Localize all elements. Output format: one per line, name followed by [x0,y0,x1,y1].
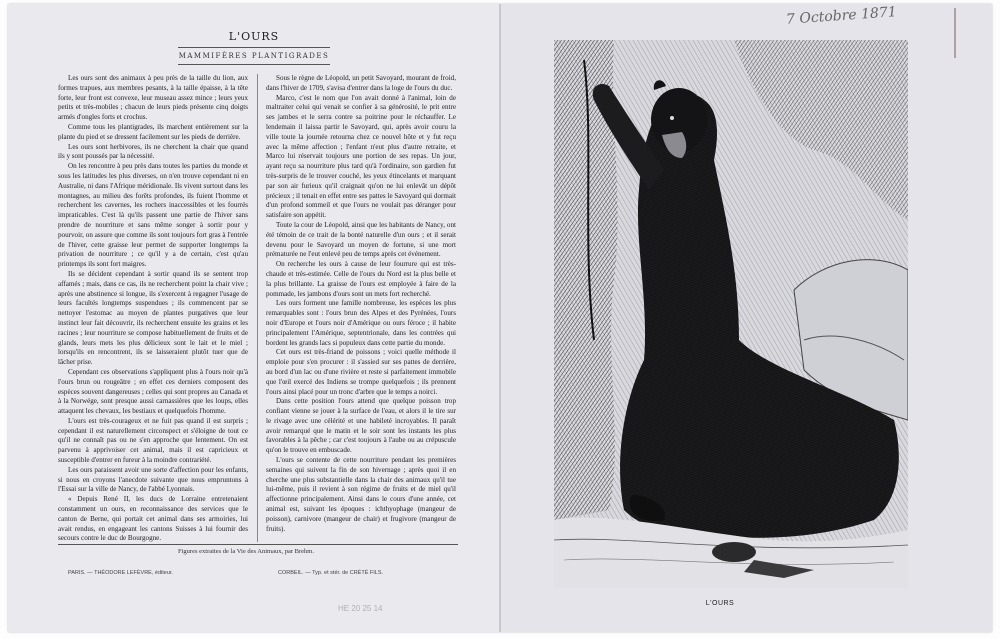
paragraph: On recherche les ours à cause de leur fourrure qui est très-chaude et très-estimée. Celle de l'ours du Nord est la plus belle et la plus brillante. La graisse de l'ours est employée à faire de la pommade, les jambons d'ours sont un mets fort recherché. [266,260,456,298]
text-column-2 [266,74,456,542]
paragraph: Les ours forment une famille nombreuse, les espèces les plus remarquables sont : l'ours brun des Alpes et des Pyrénées, l'ours noir d'Europe et l'ours noir d'Amérique ou ours féroce ; il habite principalement l'Amérique, septentrionale, dans les contrées qui bordent les grands lacs si populeux dans cette partie du monde. [266,299,456,347]
margin-mark [954,8,956,58]
title-rule [178,47,330,48]
paragraph: Dans cette position l'ours attend que quelque poisson trop confiant vienne se jouer à la surface de l'eau, et alors il le tire sur le rivage avec une célérité et une habileté incroyables. Il paraît avoir remarqué que le matin et le soir sont les instants les plus favorables à la pêche ; car c'est toujours à l'aube ou au crépuscule qu'on le trouve en embuscade. [266,397,456,455]
document-sheet [8,4,992,632]
paragraph: L'ours est très-courageux et ne fuit pas quand il est surpris ; cependant il est naturellement circonspect et s'éloigne de tout ce qu'il ne connaît pas ou ne s'en approche que lentement. On est parvenu à apprivoiser cet animal, mais il est capricieux et susceptible d'entrer en fureur à la moindre contrariété. [58,416,248,465]
left-page [8,4,500,632]
figures-caption: Figures extraites de la Vie des Animaux, par Brehm. [178,548,314,555]
publisher-corbeil: CORBEIL. — Typ. et stér. de CRÉTÉ FILS. [278,570,384,576]
paragraph: On les rencontre à peu près dans toutes les parties du monde et sous les latitudes les plus diverses, on n'en trouve cependant ni en Australie, ni dans l'Afrique méridionale. Ils vivent surtout dans les montagnes, au milieu des forêts profondes, ils fuient l'homme et recherchent les cavernes, les rochers inaccessibles et les fourrés impraticables. C'est là qu'ils passent une partie de l'hiver sans prendre de nourriture et sans même songer à sortir pour y pourvoir, on assure que comme ils sont toujours fort gras à l'entrée de l'hiver, cette graisse leur permet de supporter longtemps la privation de nourriture ; ce qu'il y a de certain, c'est qu'au printemps ils sont fort maigres. [58,162,248,269]
paragraph: Les ours paraissent avoir une sorte d'affection pour les enfants, si nous en croyons l'anecdote suivante que nous empruntons à l'Essai sur la ville de Nancy, de l'abbé Lyonnais. [58,465,248,494]
publisher-paris: PARIS. — THÉODORE LEFÈVRE, éditeur. [68,570,173,576]
paragraph: Sous le règne de Léopold, un petit Savoyard, mourant de froid, dans l'hiver de 1709, s'avisa d'entrer dans la loge de l'ours du duc. [266,74,456,92]
pencil-inventory-mark: HE 20 25 14 [338,604,383,613]
paragraph: Cet ours est très-friand de poissons ; voici quelle méthode il emploie pour s'en procurer : il s'assied sur ses pattes de derrière, au bord d'un lac ou d'une rivière et reste si parfaitement immobile que l'œil exercé des Indiens se trompe quelquefois ; ils prennent l'ours ainsi placé pour un tronc d'arbre que le temps a noirci. [266,348,456,396]
paragraph: Cependant ces observations s'appliquent plus à l'ours noir qu'à l'ours brun ou rougeâtre ; en effet ces derniers composent des espèces souvent dangereuses ; celles qui sont propres au Canada et à la Norwége, sont presque aussi carnassières que les loups, elles attaquent les chevaux, les bestiaux et quelquefois l'homme. [58,367,248,416]
page-subtitle: MAMMIFÈRES PLANTIGRADES [178,52,330,60]
subtitle-rule [178,64,330,65]
column-divider [257,74,258,542]
paragraph: Toute la cour de Léopold, ainsi que les habitants de Nancy, ont été témoin de ce trait de la bonté naturelle d'un ours ; et il serait devenu pour le Savoyard un moyen de fortune, si une mort prématurée ne l'eut enlevé peu de temps après cet événement. [266,220,456,259]
plate-caption: L'OURS [705,600,735,607]
bear-engraving-illustration [554,40,908,588]
text-column-1 [58,74,248,542]
paragraph: « Depuis René II, les ducs de Lorraine entretenaient constamment un ours, en reconnaissance des services que le canton de Berne, qui portait cet animal dans ses armoiries, lui avait rendus, en engageant les cantons Suisses à lui fournir des secours contre le duc de Bourgogne. [58,495,248,542]
paragraph: Ils se décident cependant à sortir quand ils se sentent trop affamés ; mais, dans ce cas, ils ne recherchent point la chair vive ; après une abstinence si longue, ils s'exercent à regagner l'usage de leurs facultés longtemps suspendues ; ils commencent par se nettoyer l'estomac au moyen de plantes purgatives que leur instinct leur fait découvrir, ils recherchent ensuite les grains et les racines ; leur nourriture se compose habituellement de fruits et de glands, leurs mets les plus délicieux sont le lait et le miel ; lorsqu'ils en rencontrent, ils se laisseraient plutôt tuer que de lâcher prise. [58,269,248,367]
paragraph: Marco, c'est le nom que l'on avait donné à l'animal, loin de maltraiter celui qui venait se confier à sa générosité, le prit entre ses jambes et le serra contre sa poitrine pour le réchauffer. Le lendemain il laissa partir le Savoyard, qui, après avoir couru la ville toute la journée retourna chez ce nouvel hôte et y fut reçu avec la même affection ; l'enfant n'eut plus d'autre retraite, et Marco lui réservait toujours une portion de ses repas. Un jour, ayant reçu sa nourriture plus tard qu'à l'ordinaire, son gardien fut très-surpris de le trouver couché, les yeux étincelants et marquant par son air furieux qu'il craignait qu'on ne lui enlevât un dépôt précieux ; il tenait en effet entre ses pattes le Savoyard qui dormait d'un profond sommeil et que l'ours ne voulait pas déranger pour satisfaire son appétit. [266,93,456,220]
paragraph: Comme tous les plantigrades, ils marchent entièrement sur la plante du pied et se dressent facilement sur les pieds de derrière. [58,122,248,141]
paragraph: Les ours sont herbivores, ils ne cherchent la chair que quand ils y sont poussés par la nécessité. [58,142,248,161]
paragraph: L'ours se contente de cette nourriture pendant les premières semaines qui suivent la fin de son hivernage ; après quoi il en cherche une plus substantielle dans la chair des animaux qu'il tue lui-même, puis il revient à son régime de fruits et de miel qu'il affectionne principalement. Ainsi dans le cours d'une année, cet animal est, suivant les époques : ichthyophage (mangeur de poisson), carnivore (mangeur de chair) et frugivore (mangeur de fruits). [266,456,456,533]
page-title: L'OURS [228,30,280,43]
bottom-rule [58,544,458,545]
bear-eye [670,116,674,120]
handwritten-date: 7 Octobre 1871 [785,4,898,28]
ground-rock [712,542,756,562]
paragraph: Les ours sont des animaux à peu près de la taille du lion, aux formes trapues, aux membres pesants, à la taille épaisse, à la tête forte, leur front est convexe, leur museau assez mince ; leurs yeux petits et très-mobiles ; chacun de leurs pieds présente cinq doigts armés d'ongles forts et crochus. [58,74,248,122]
